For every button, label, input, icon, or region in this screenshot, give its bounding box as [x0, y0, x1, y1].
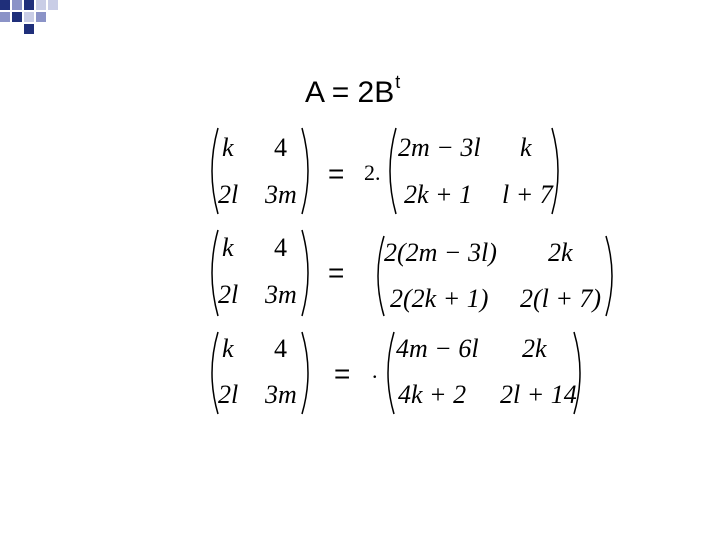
scalar: 2. — [364, 160, 381, 185]
matrix-cell: k — [520, 133, 532, 162]
slide-corner-decoration — [0, 0, 130, 40]
matrix-cell: 2(2k + 1) — [390, 284, 489, 313]
equals-sign: = — [334, 358, 351, 389]
matrix-cell: 4 — [274, 133, 287, 162]
matrix-cell: k — [222, 233, 234, 262]
matrix-cell: 3m — [265, 280, 297, 309]
matrix-cell: l + 7 — [502, 180, 553, 209]
right-paren — [604, 234, 620, 318]
left-paren — [382, 126, 398, 216]
matrix-cell: 4 — [274, 233, 287, 262]
matrix-cell: 3m — [265, 380, 297, 409]
left-paren — [380, 330, 396, 416]
matrix-cell: 2l — [218, 280, 239, 309]
right-paren — [300, 126, 316, 216]
matrix-cell: 2k — [522, 334, 547, 363]
matrix-cell: 4m − 6l — [396, 334, 479, 363]
matrix-cell: 2l — [218, 380, 239, 409]
right-paren — [300, 228, 316, 318]
right-paren — [550, 126, 566, 216]
title-superscript: t — [395, 72, 401, 92]
matrix-cell: 3m — [265, 180, 297, 209]
matrix-cell: 2l — [218, 180, 239, 209]
equals-sign: = — [328, 158, 345, 189]
matrix-cell: 2k + 1 — [404, 180, 473, 209]
scalar: . — [372, 358, 378, 383]
matrix-cell: 2k — [548, 238, 573, 267]
equals-sign: = — [328, 257, 345, 288]
matrix-cell: 2m − 3l — [398, 133, 481, 162]
slide-title — [305, 72, 400, 110]
matrix-cell: k — [222, 334, 234, 363]
title-text: A = 2B — [305, 76, 395, 109]
matrix-cell: 4k + 2 — [398, 380, 467, 409]
matrix-cell: 4 — [274, 334, 287, 363]
right-paren — [300, 330, 316, 416]
matrix-cell: k — [222, 133, 234, 162]
matrix-cell: 2(2m − 3l) — [384, 238, 497, 267]
matrix-cell: 2l + 14 — [500, 380, 577, 409]
right-paren — [572, 330, 588, 416]
matrix-cell: 2(l + 7) — [520, 284, 602, 313]
